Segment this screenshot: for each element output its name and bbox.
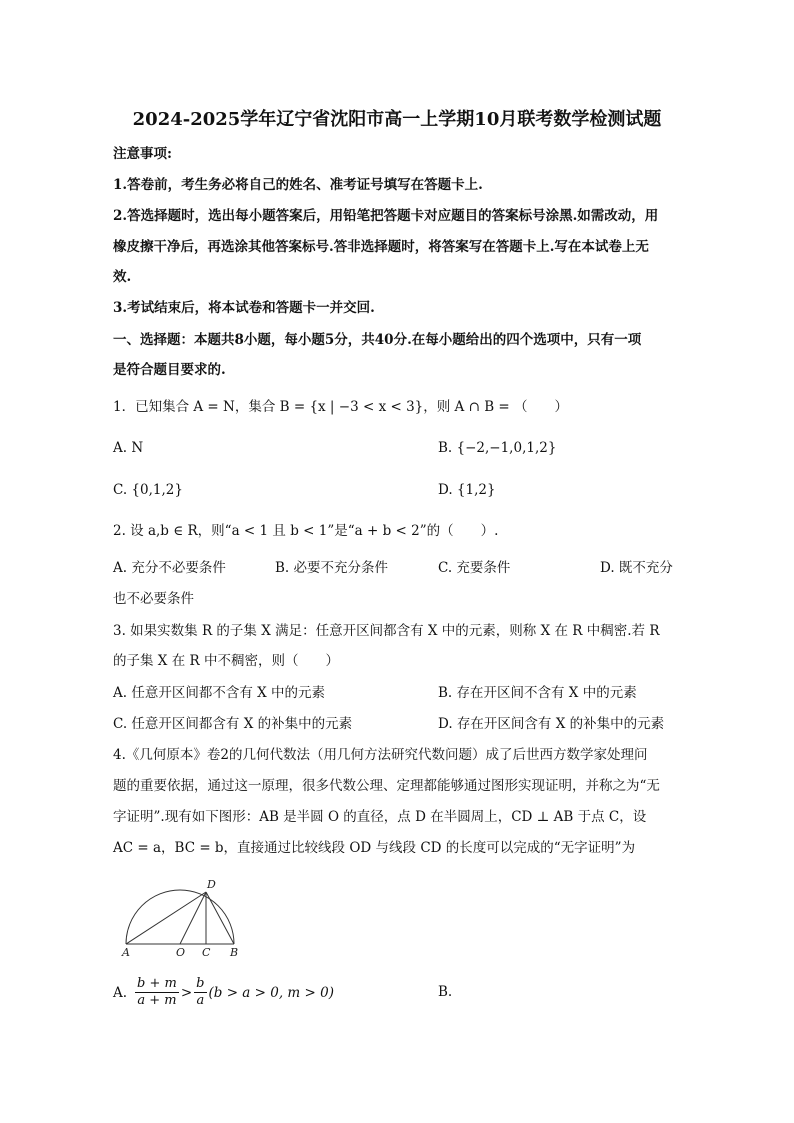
question-1-option-b: B. {−2,−1,0,1,2} — [438, 440, 557, 456]
fraction-1-denominator: a + m — [137, 993, 177, 1008]
note-2-end: 效. — [113, 269, 132, 285]
question-2-option-a: A. 充分不必要条件 — [113, 560, 226, 576]
question-3-option-b: B. 存在开区间不含有 X 中的元素 — [438, 685, 637, 701]
section-heading-cont: 是符合题目要求的. — [113, 362, 226, 378]
fraction-1 — [135, 976, 179, 1009]
figure-label-c: C — [202, 946, 211, 958]
semicircle-figure — [118, 874, 258, 958]
question-2-option-c: C. 充要条件 — [438, 560, 511, 576]
fraction-2-numerator: b — [196, 976, 205, 991]
figure-label-a: A — [122, 946, 130, 958]
question-3-option-c: C. 任意开区间都含有 X 的补集中的元素 — [113, 716, 353, 732]
question-3-stem: 3. 如果实数集 R 的子集 X 满足：任意开区间都含有 X 中的元素，则称 X 在 R 中稠密.若 R — [113, 623, 660, 639]
question-4-stem-2: 题的重要依据，通过这一原理，很多代数公理、定理都能够通过图形实现证明，并称之为“无 — [113, 778, 660, 794]
fraction-2-denominator: a — [196, 993, 205, 1008]
note-2-cont: 橡皮擦干净后，再选涂其他答案标号.答非选择题时，将答案写在答题卡上.写在本试卷上无 — [113, 239, 649, 255]
option-a-condition: (b > a > 0, m > 0) — [208, 984, 334, 1001]
question-2-option-d: D. 既不充分 — [600, 560, 673, 576]
question-2-stem: 2. 设 a,b ∈ R，则“a < 1 且 b < 1”是“a + b < 2”的（ ）. — [113, 523, 499, 539]
section-heading: 一、选择题：本题共8小题，每小题5分，共40分.在每小题给出的四个选项中，只有一项 — [113, 332, 642, 348]
question-4-stem: 4.《几何原本》卷2的几何代数法（用几何方法研究代数问题）成了后世西方数学家处理问 — [113, 747, 648, 763]
option-a-label: A. — [113, 984, 128, 1001]
question-2-option-b: B. 必要不充分条件 — [275, 560, 389, 576]
notes-heading: 注意事项: — [113, 146, 172, 162]
question-1-option-c: C. {0,1,2} — [113, 482, 183, 498]
note-3: 3.考试结束后，将本试卷和答题卡一并交回. — [113, 300, 375, 316]
figure-label-o: O — [176, 946, 186, 958]
question-3-option-a: A. 任意开区间都不含有 X 中的元素 — [113, 685, 326, 701]
greater-than-sign: > — [180, 984, 193, 1001]
figure-label-d: D — [207, 878, 216, 891]
question-2-option-d-cont: 也不必要条件 — [113, 591, 194, 607]
question-3-stem-cont: 的子集 X 在 R 中不稠密，则（ ） — [113, 653, 339, 669]
question-1-stem: 1．已知集合 A = N，集合 B = {x | −3 < x < 3}，则 A ∩ B = （ ） — [113, 399, 569, 415]
page-title: 2024-2025学年辽宁省沈阳市高一上学期10月联考数学检测试题 — [132, 109, 662, 130]
figure-label-b: B — [230, 946, 239, 958]
question-3-option-d: D. 存在开区间含有 X 的补集中的元素 — [438, 716, 665, 732]
question-1-option-d: D. {1,2} — [438, 482, 496, 498]
fraction-1-numerator: b + m — [137, 976, 177, 991]
fraction-2 — [194, 976, 206, 1009]
question-4-option-b: B. — [438, 984, 453, 1000]
question-1-option-a: A. N — [113, 440, 144, 456]
question-4-option-a — [113, 976, 334, 1009]
note-1: 1.答卷前，考生务必将自己的姓名、准考证号填写在答题卡上. — [113, 177, 483, 193]
question-4-stem-3: 字证明”.现有如下图形：AB 是半圆 O 的直径，点 D 在半圆周上，CD ⊥ AB 于点 C，设 — [113, 809, 647, 825]
question-4-stem-4: AC = a，BC = b，直接通过比较线段 OD 与线段 CD 的长度可以完成的“无字证明”为 — [113, 840, 636, 856]
note-2: 2.答选择题时，选出每小题答案后，用铅笔把答题卡对应题目的答案标号涂黑.如需改动，用 — [113, 208, 659, 224]
